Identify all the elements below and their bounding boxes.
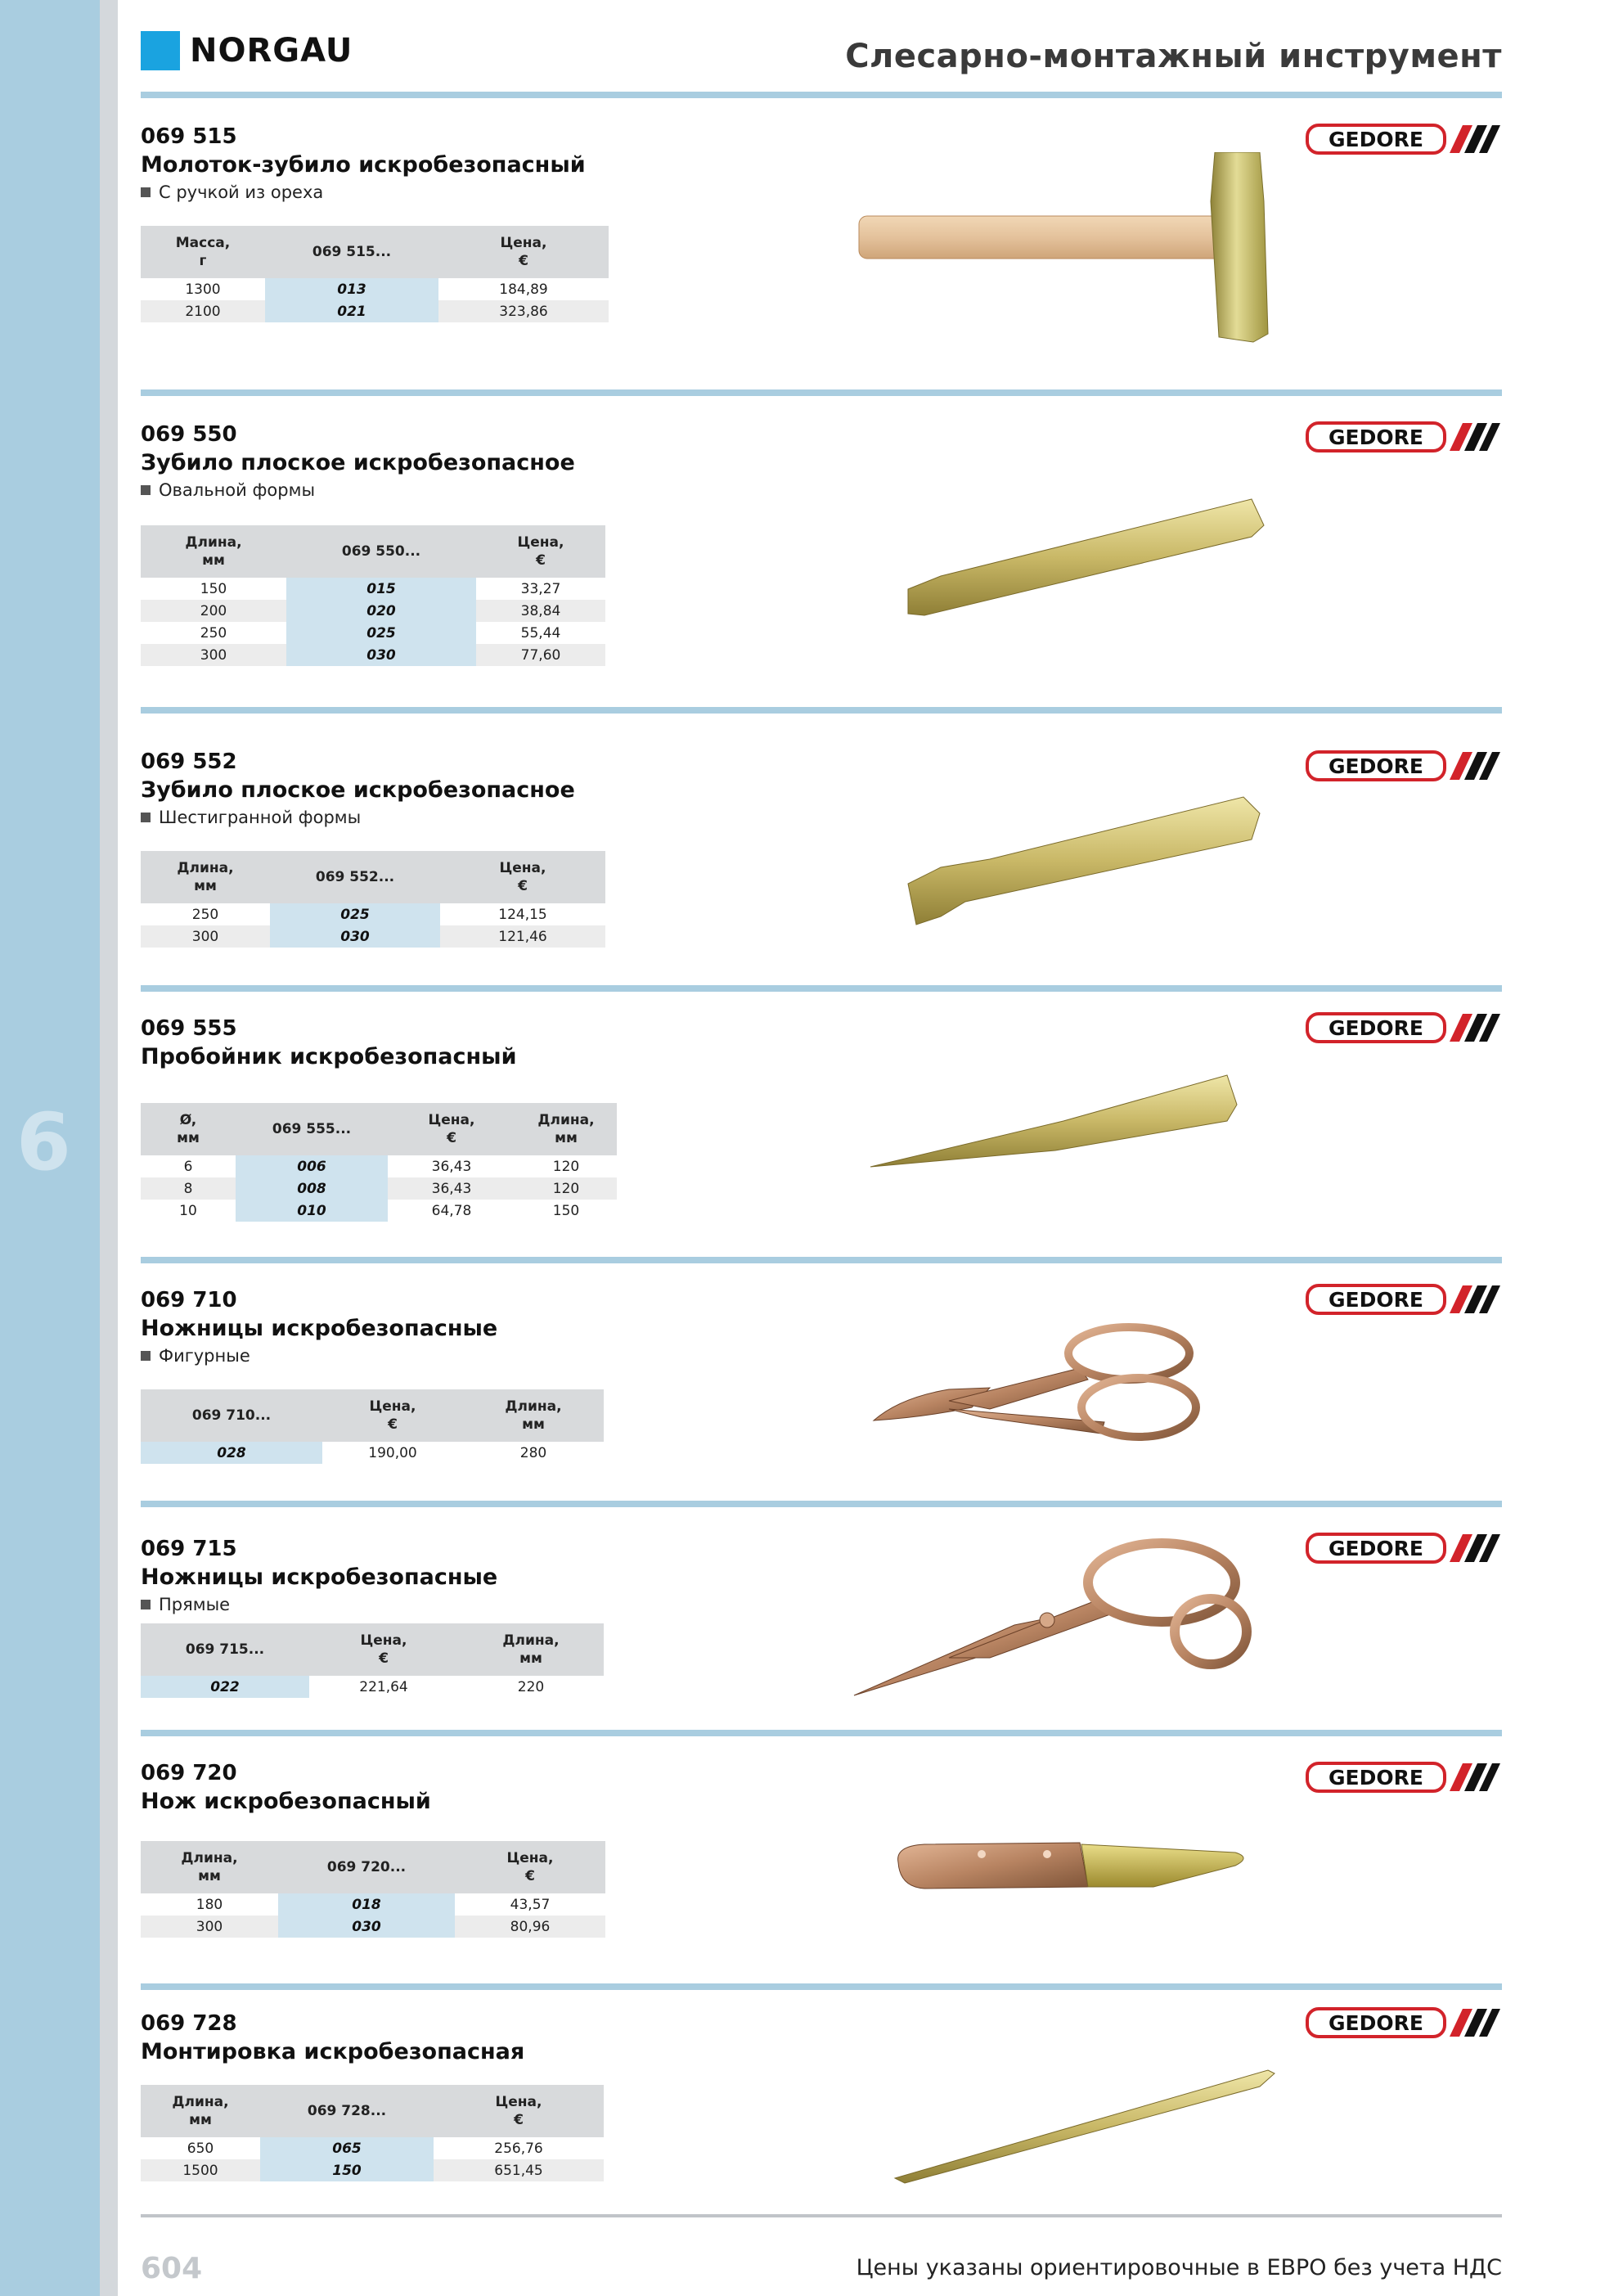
- order-code-cell: 021: [265, 300, 438, 322]
- product-description-text: Прямые: [159, 1595, 231, 1614]
- spec-table: [141, 851, 605, 948]
- column-header: 069 552...: [270, 851, 440, 903]
- column-header: Цена, €: [438, 226, 609, 278]
- column-header: Длина, мм: [141, 2085, 260, 2137]
- product-description-text: Овальной формы: [159, 480, 316, 500]
- table-row: [141, 644, 605, 666]
- table-cell: 8: [141, 1177, 236, 1200]
- column-header: Цена, €: [322, 1389, 463, 1442]
- sidebar-stripe: [100, 0, 118, 2296]
- product-section: [141, 748, 1502, 830]
- table-cell: 33,27: [520, 580, 561, 597]
- table-row: [141, 1442, 604, 1464]
- table-cell: 184,89: [499, 281, 548, 298]
- knife-image: [892, 1830, 1252, 1911]
- svg-text:GEDORE: GEDORE: [1329, 2011, 1423, 2035]
- column-header: Длина, мм: [141, 525, 286, 578]
- svg-text:GEDORE: GEDORE: [1329, 1016, 1423, 1040]
- table-cell: 1500: [141, 2159, 260, 2181]
- product-description: [141, 478, 1502, 502]
- logo-text: NORGAU: [190, 32, 353, 70]
- column-header: Длина, мм: [458, 1623, 604, 1676]
- table-cell: 80,96: [455, 1916, 605, 1938]
- order-code-cell: 025: [286, 622, 476, 644]
- table-row: [141, 2137, 604, 2159]
- bottom-divider: [141, 2214, 1502, 2217]
- order-code-cell: 030: [278, 1916, 455, 1938]
- flat-chisel-oval-image: [892, 491, 1284, 630]
- table-row: [141, 578, 605, 600]
- column-header: 069 515...: [265, 226, 438, 278]
- product-description: [141, 1344, 1502, 1368]
- article-number: 069 720: [141, 1761, 237, 1785]
- order-code-cell: 065: [260, 2137, 434, 2159]
- product-section: [141, 2010, 1502, 2067]
- product-name: Монтировка искробезопасная: [141, 2039, 525, 2064]
- table-cell: 6: [183, 1158, 193, 1175]
- product-description: [141, 180, 1502, 205]
- table-row: [141, 1916, 605, 1938]
- product-name: Ножницы искробезопасные: [141, 1564, 498, 1590]
- table-cell: 150: [552, 1202, 580, 1219]
- product-description-text: Шестигранной формы: [159, 808, 362, 827]
- table-cell: 323,86: [438, 300, 609, 322]
- table-row: [141, 300, 609, 322]
- column-header: Цена, €: [440, 851, 605, 903]
- spec-table: [141, 525, 605, 666]
- page-title: Слесарно-монтажный инструмент: [845, 38, 1502, 75]
- gedore-logo: [1306, 123, 1502, 155]
- product-name: Ножницы искробезопасные: [141, 1316, 498, 1341]
- product-description: [141, 805, 1502, 830]
- column-header: Цена, €: [455, 1841, 605, 1893]
- table-cell: 220: [517, 1678, 545, 1695]
- table-cell: 38,84: [476, 600, 605, 622]
- order-code-cell: 013: [265, 278, 438, 300]
- gedore-logo: [1306, 750, 1502, 782]
- order-code-cell: 030: [286, 644, 476, 666]
- column-header: Масса, г: [141, 226, 265, 278]
- gedore-logo: [1306, 1011, 1502, 1044]
- column-header: Длина, мм: [141, 1841, 278, 1893]
- table-cell: 124,15: [498, 906, 547, 923]
- logo-square-icon: [141, 31, 180, 70]
- column-header: 069 710...: [141, 1389, 322, 1442]
- column-header: 069 550...: [286, 525, 476, 578]
- table-cell: 150: [200, 580, 227, 597]
- order-code-cell: 008: [236, 1177, 388, 1200]
- product-name: Нож искробезопасный: [141, 1789, 431, 1814]
- product-section: [141, 123, 1502, 205]
- product-description-text: Фигурные: [159, 1346, 250, 1366]
- article-number: 069 555: [141, 1016, 237, 1041]
- order-code-cell: 020: [286, 600, 476, 622]
- column-header: 069 728...: [260, 2085, 434, 2137]
- divider: [141, 1983, 1502, 1990]
- order-code-cell: 015: [286, 578, 476, 600]
- order-code-cell: 030: [270, 925, 440, 948]
- table-cell: 300: [141, 925, 270, 948]
- table-cell: 121,46: [440, 925, 605, 948]
- column-header: 069 720...: [278, 1841, 455, 1893]
- gedore-logo: [1306, 1761, 1502, 1794]
- table-row: [141, 903, 605, 925]
- svg-text:GEDORE: GEDORE: [1329, 425, 1423, 449]
- norgau-logo: [141, 31, 353, 70]
- table-row: [141, 600, 605, 622]
- product-section: [141, 421, 1502, 502]
- article-number: 069 715: [141, 1537, 237, 1561]
- table-cell: 77,60: [476, 644, 605, 666]
- order-code-cell: 150: [260, 2159, 434, 2181]
- article-number: 069 515: [141, 124, 237, 149]
- table-cell: 2100: [141, 300, 265, 322]
- bullet-square-icon: [141, 1600, 151, 1609]
- order-code-cell: 006: [236, 1155, 388, 1177]
- divider: [141, 92, 1502, 98]
- divider: [141, 985, 1502, 992]
- product-section: [141, 1759, 1502, 1817]
- product-section: [141, 1535, 1502, 1617]
- spec-table: [141, 226, 609, 322]
- table-cell: 55,44: [520, 624, 561, 642]
- straight-shears-image: [851, 1535, 1260, 1707]
- gedore-logo: [1306, 2006, 1502, 2039]
- column-header: Цена, €: [388, 1103, 515, 1155]
- table-cell: 300: [141, 644, 286, 666]
- divider: [141, 389, 1502, 396]
- table-cell: 250: [191, 906, 219, 923]
- table-row: [141, 622, 605, 644]
- gedore-logo: [1306, 1532, 1502, 1564]
- table-row: [141, 1676, 604, 1698]
- product-section: [141, 1015, 1502, 1072]
- order-code-cell: 022: [141, 1676, 309, 1698]
- divider: [141, 1730, 1502, 1736]
- table-row: [141, 1893, 605, 1916]
- table-cell: 190,00: [368, 1444, 417, 1461]
- table-row: [141, 1177, 617, 1200]
- svg-text:GEDORE: GEDORE: [1329, 128, 1423, 151]
- gedore-logo: [1306, 421, 1502, 453]
- column-header: 069 715...: [141, 1623, 309, 1676]
- footer-note: Цены указаны ориентировочные в ЕВРО без учета НДС: [856, 2255, 1502, 2280]
- spec-table: [141, 1389, 604, 1464]
- product-description: [141, 1592, 1502, 1617]
- gedore-logo: [1306, 1283, 1502, 1316]
- column-header: Ø, мм: [141, 1103, 236, 1155]
- table-row: [141, 278, 609, 300]
- bullet-square-icon: [141, 1351, 151, 1361]
- order-code-cell: 028: [141, 1442, 322, 1464]
- table-row: [141, 2159, 604, 2181]
- pry-bar-image: [892, 2062, 1284, 2185]
- spec-table: [141, 1841, 605, 1938]
- svg-text:GEDORE: GEDORE: [1329, 754, 1423, 778]
- svg-text:GEDORE: GEDORE: [1329, 1537, 1423, 1560]
- spec-table: [141, 1623, 604, 1698]
- page-number: 604: [141, 2252, 203, 2285]
- table-cell: 250: [200, 624, 227, 642]
- order-code-cell: 018: [278, 1893, 455, 1916]
- column-header: Длина, мм: [515, 1103, 617, 1155]
- table-cell: 256,76: [494, 2140, 543, 2157]
- table-cell: 36,43: [388, 1177, 515, 1200]
- column-header: Цена, €: [309, 1623, 458, 1676]
- divider: [141, 1501, 1502, 1507]
- column-header: Цена, €: [476, 525, 605, 578]
- product-name: Зубило плоское искробезопасное: [141, 777, 575, 803]
- spec-table: [141, 1103, 617, 1222]
- chapter-number: 6: [16, 1096, 71, 1188]
- product-name: Пробойник искробезопасный: [141, 1044, 517, 1069]
- article-number: 069 550: [141, 422, 237, 447]
- product-description-text: С ручкой из ореха: [159, 182, 324, 202]
- table-cell: 1300: [185, 281, 221, 298]
- product-section: [141, 1286, 1502, 1368]
- table-row: [141, 1155, 617, 1177]
- product-name: Молоток-зубило искробезопасный: [141, 152, 586, 178]
- figured-shears-image: [867, 1319, 1211, 1458]
- table-cell: 180: [196, 1896, 223, 1913]
- column-header: 069 555...: [236, 1103, 388, 1155]
- flat-chisel-hex-image: [892, 794, 1276, 933]
- table-cell: 36,43: [431, 1158, 472, 1175]
- svg-text:GEDORE: GEDORE: [1329, 1288, 1423, 1312]
- table-cell: 650: [187, 2140, 214, 2157]
- divider: [141, 707, 1502, 714]
- table-row: [141, 1200, 617, 1222]
- svg-text:GEDORE: GEDORE: [1329, 1766, 1423, 1790]
- article-number: 069 710: [141, 1288, 237, 1312]
- article-number: 069 728: [141, 2011, 237, 2036]
- table-cell: 43,57: [510, 1896, 551, 1913]
- table-cell: 221,64: [359, 1678, 408, 1695]
- bullet-square-icon: [141, 187, 151, 197]
- table-cell: 300: [141, 1916, 278, 1938]
- hammer-chisel-image: [851, 152, 1276, 349]
- column-header: Длина, мм: [463, 1389, 604, 1442]
- bullet-square-icon: [141, 813, 151, 822]
- table-cell: 64,78: [431, 1202, 472, 1219]
- divider: [141, 1257, 1502, 1263]
- spec-table: [141, 2085, 604, 2181]
- table-cell: 10: [179, 1202, 197, 1219]
- bullet-square-icon: [141, 485, 151, 495]
- table-row: [141, 925, 605, 948]
- table-cell: 651,45: [434, 2159, 604, 2181]
- column-header: Цена, €: [434, 2085, 604, 2137]
- table-cell: 280: [519, 1444, 547, 1461]
- table-cell: 120: [552, 1158, 580, 1175]
- article-number: 069 552: [141, 750, 237, 774]
- order-code-cell: 025: [270, 903, 440, 925]
- column-header: Длина, мм: [141, 851, 270, 903]
- table-cell: 200: [141, 600, 286, 622]
- order-code-cell: 010: [236, 1200, 388, 1222]
- punch-image: [867, 1072, 1243, 1178]
- table-cell: 120: [515, 1177, 617, 1200]
- product-name: Зубило плоское искробезопасное: [141, 450, 575, 475]
